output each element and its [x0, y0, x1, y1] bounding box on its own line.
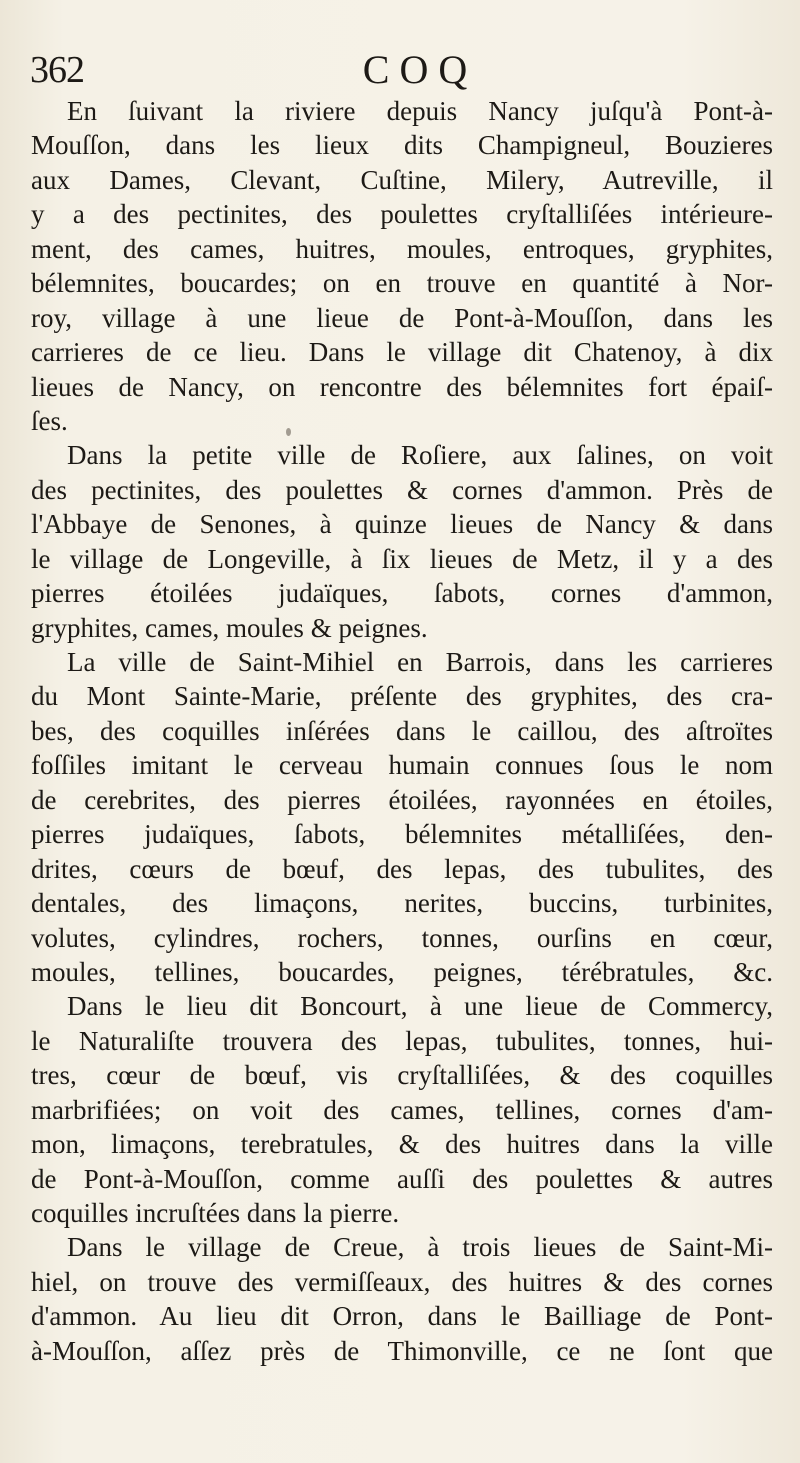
- text-line: foſſiles imitant le cerveau humain connues ſous le nom: [31, 750, 773, 781]
- text-line: l'Abbaye de Senones, à quinze lieues de Nancy & dans: [31, 509, 773, 540]
- text-line: roy, village à une lieue de Pont-à-Mouſſon, dans les: [31, 302, 773, 333]
- ink-speck: [286, 428, 291, 436]
- paragraph-1: [31, 94, 773, 438]
- page-header: [30, 44, 770, 96]
- text-line: ſes.: [31, 405, 68, 436]
- text-line: Mouſſon, dans les lieux dits Champigneul, Bouzieres: [31, 130, 773, 161]
- text-line: bes, des coquilles inſérées dans le caillou, des aſtroïtes: [31, 715, 773, 746]
- text-line: gryphites, cames, moules & peignes.: [31, 612, 428, 643]
- text-line: pierres étoilées judaïques, ſabots, cornes d'ammon,: [31, 578, 773, 609]
- text-line: Dans le lieu dit Boncourt, à une lieue de Commercy,: [67, 991, 773, 1022]
- text-line: des pectinites, des poulettes & cornes d'ammon. Près de: [31, 474, 773, 505]
- text-line: Dans le village de Creue, à trois lieues de Saint-Mi-: [67, 1232, 773, 1263]
- text-line: pierres judaïques, ſabots, bélemnites métalliſées, den-: [31, 819, 773, 850]
- page-number: 362: [30, 49, 84, 91]
- text-line: La ville de Saint-Mihiel en Barrois, dans les carrieres: [67, 647, 773, 677]
- text-line: En ſuivant la riviere depuis Nancy juſqu'à Pont-à-: [67, 96, 773, 126]
- text-line: ment, des cames, huitres, moules, entroques, gryphites,: [31, 233, 773, 264]
- text-line: d'ammon. Au lieu dit Orron, dans le Bailliage de Pont-: [31, 1301, 773, 1332]
- text-line: marbrifiées; on voit des cames, tellines, cornes d'am-: [31, 1094, 773, 1125]
- text-line: volutes, cylindres, rochers, tonnes, ourſins en cœur,: [31, 922, 773, 953]
- paragraph-4: [31, 989, 773, 1230]
- text-line: hiel, on trouve des vermiſſeaux, des huitres & des cornes: [31, 1266, 773, 1297]
- text-line: de cerebrites, des pierres étoilées, rayonnées en étoiles,: [31, 784, 773, 815]
- running-head: COQ: [362, 47, 478, 92]
- text-line: coquilles incruſtées dans la pierre.: [31, 1198, 400, 1228]
- text-line: carrieres de ce lieu. Dans le village dit Chatenoy, à dix: [31, 337, 773, 368]
- text-line: drites, cœurs de bœuf, des lepas, des tubulites, des: [31, 853, 773, 884]
- text-line: le Naturaliſte trouvera des lepas, tubulites, tonnes, hui-: [31, 1025, 773, 1056]
- paragraph-2: [31, 438, 773, 645]
- text-line: Dans la petite ville de Roſiere, aux ſalines, on voit: [67, 440, 773, 471]
- body-text: [31, 94, 773, 1368]
- text-line: du Mont Sainte-Marie, préſente des gryphites, des cra-: [31, 681, 773, 712]
- text-line: y a des pectinites, des poulettes cryſtalliſées intérieure-: [31, 199, 773, 230]
- text-line: tres, cœur de bœuf, vis cryſtalliſées, & des coquilles: [31, 1060, 773, 1091]
- text-line: dentales, des limaçons, nerites, buccins, turbinites,: [31, 888, 773, 919]
- text-line: aux Dames, Clevant, Cuſtine, Milery, Autreville, il: [31, 164, 773, 195]
- text-line: mon, limaçons, terebratules, & des huitres dans la ville: [31, 1129, 773, 1160]
- text-line: de Pont-à-Mouſſon, comme auſſi des poulettes & autres: [31, 1163, 773, 1194]
- paragraph-3: [31, 645, 773, 989]
- text-line: moules, tellines, boucardes, peignes, térébratules, &c.: [31, 956, 773, 987]
- paragraph-5: [31, 1230, 773, 1368]
- text-line: lieues de Nancy, on rencontre des bélemnites fort épaiſ-: [31, 371, 773, 402]
- text-line: le village de Longeville, à ſix lieues de Metz, il y a des: [31, 543, 773, 574]
- text-line: à-Mouſſon, aſſez près de Thimonville, ce ne ſont que: [31, 1335, 773, 1366]
- text-line: bélemnites, boucardes; on en trouve en quantité à Nor-: [31, 268, 773, 299]
